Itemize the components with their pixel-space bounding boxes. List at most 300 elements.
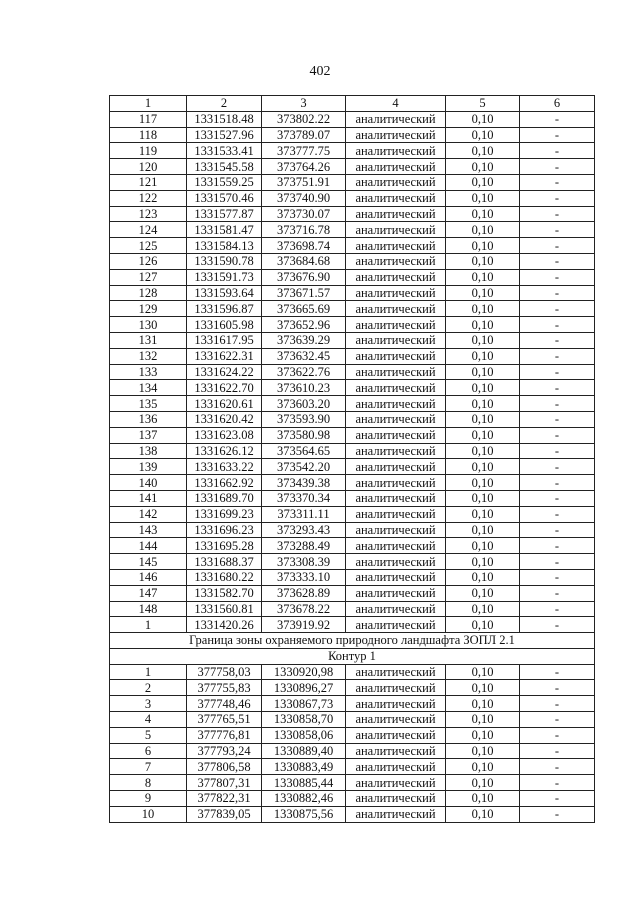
table-row <box>110 269 595 285</box>
method-cell: аналитический <box>346 475 446 491</box>
point-number-cell: 135 <box>110 396 187 412</box>
point-number-cell: 4 <box>110 712 187 728</box>
accuracy-cell: 0,10 <box>446 301 520 317</box>
accuracy-cell: 0,10 <box>446 253 520 269</box>
table-row <box>110 727 595 743</box>
note-cell: - <box>520 348 595 364</box>
note-cell: - <box>520 680 595 696</box>
accuracy-cell: 0,10 <box>446 364 520 380</box>
coord-y-cell: 373684.68 <box>262 253 346 269</box>
coord-x-cell: 1331584.13 <box>187 238 262 254</box>
coord-y-cell: 373288.49 <box>262 538 346 554</box>
page-number: 402 <box>309 64 331 79</box>
method-cell: аналитический <box>346 127 446 143</box>
accuracy-cell: 0,10 <box>446 206 520 222</box>
note-cell: - <box>520 490 595 506</box>
note-cell: - <box>520 475 595 491</box>
coord-x-cell: 377793,24 <box>187 743 262 759</box>
note-cell: - <box>520 396 595 412</box>
accuracy-cell: 0,10 <box>446 396 520 412</box>
table-row <box>110 791 595 807</box>
point-number-cell: 141 <box>110 490 187 506</box>
accuracy-cell: 0,10 <box>446 269 520 285</box>
note-cell: - <box>520 696 595 712</box>
accuracy-cell: 0,10 <box>446 427 520 443</box>
note-cell: - <box>520 332 595 348</box>
note-cell: - <box>520 743 595 759</box>
point-number-cell: 118 <box>110 127 187 143</box>
coord-x-cell: 1331591.73 <box>187 269 262 285</box>
coord-x-cell: 1331623.08 <box>187 427 262 443</box>
coordinates-table-body <box>110 96 595 823</box>
table-row <box>110 759 595 775</box>
coord-x-cell: 1331545.58 <box>187 159 262 175</box>
coord-x-cell: 1331696.23 <box>187 522 262 538</box>
point-number-cell: 134 <box>110 380 187 396</box>
point-number-cell: 125 <box>110 238 187 254</box>
accuracy-cell: 0,10 <box>446 317 520 333</box>
method-cell: аналитический <box>346 159 446 175</box>
coord-y-cell: 1330883,49 <box>262 759 346 775</box>
coord-y-cell: 373777.75 <box>262 143 346 159</box>
note-cell: - <box>520 712 595 728</box>
table-row <box>110 506 595 522</box>
note-cell: - <box>520 269 595 285</box>
table-row <box>110 680 595 696</box>
table-row <box>110 285 595 301</box>
column-header: 5 <box>446 96 520 112</box>
column-header: 3 <box>262 96 346 112</box>
accuracy-cell: 0,10 <box>446 143 520 159</box>
accuracy-cell: 0,10 <box>446 380 520 396</box>
coord-x-cell: 1331559.25 <box>187 174 262 190</box>
accuracy-cell: 0,10 <box>446 601 520 617</box>
table-row <box>110 364 595 380</box>
table-row <box>110 664 595 680</box>
coord-x-cell: 1331527.96 <box>187 127 262 143</box>
point-number-cell: 1 <box>110 617 187 633</box>
point-number-cell: 119 <box>110 143 187 159</box>
coord-y-cell: 373603.20 <box>262 396 346 412</box>
note-cell: - <box>520 459 595 475</box>
accuracy-cell: 0,10 <box>446 727 520 743</box>
coord-x-cell: 1331590.78 <box>187 253 262 269</box>
coord-y-cell: 373802.22 <box>262 111 346 127</box>
coord-x-cell: 1331633.22 <box>187 459 262 475</box>
coord-x-cell: 377839,05 <box>187 806 262 822</box>
note-cell: - <box>520 380 595 396</box>
accuracy-cell: 0,10 <box>446 743 520 759</box>
coord-y-cell: 373639.29 <box>262 332 346 348</box>
note-cell: - <box>520 253 595 269</box>
coord-x-cell: 1331533.41 <box>187 143 262 159</box>
table-row <box>110 190 595 206</box>
table-row <box>110 332 595 348</box>
note-cell: - <box>520 159 595 175</box>
point-number-cell: 1 <box>110 664 187 680</box>
accuracy-cell: 0,10 <box>446 348 520 364</box>
note-cell: - <box>520 585 595 601</box>
note-cell: - <box>520 775 595 791</box>
point-number-cell: 124 <box>110 222 187 238</box>
coord-y-cell: 373671.57 <box>262 285 346 301</box>
method-cell: аналитический <box>346 490 446 506</box>
coord-y-cell: 1330867,73 <box>262 696 346 712</box>
method-cell: аналитический <box>346 585 446 601</box>
method-cell: аналитический <box>346 411 446 427</box>
accuracy-cell: 0,10 <box>446 585 520 601</box>
note-cell: - <box>520 806 595 822</box>
table-row <box>110 554 595 570</box>
method-cell: аналитический <box>346 348 446 364</box>
coord-y-cell: 373919.92 <box>262 617 346 633</box>
accuracy-cell: 0,10 <box>446 443 520 459</box>
point-number-cell: 142 <box>110 506 187 522</box>
coord-y-cell: 373610.23 <box>262 380 346 396</box>
accuracy-cell: 0,10 <box>446 538 520 554</box>
coord-x-cell: 1331695.28 <box>187 538 262 554</box>
header-row <box>110 96 595 112</box>
method-cell: аналитический <box>346 253 446 269</box>
table-row <box>110 206 595 222</box>
method-cell: аналитический <box>346 301 446 317</box>
method-cell: аналитический <box>346 664 446 680</box>
contour-title: Контур 1 <box>110 648 595 664</box>
note-cell: - <box>520 111 595 127</box>
accuracy-cell: 0,10 <box>446 174 520 190</box>
coord-x-cell: 1331624.22 <box>187 364 262 380</box>
method-cell: аналитический <box>346 143 446 159</box>
point-number-cell: 122 <box>110 190 187 206</box>
table-row <box>110 127 595 143</box>
coord-y-cell: 1330920,98 <box>262 664 346 680</box>
method-cell: аналитический <box>346 459 446 475</box>
accuracy-cell: 0,10 <box>446 159 520 175</box>
note-cell: - <box>520 190 595 206</box>
coord-y-cell: 1330896,27 <box>262 680 346 696</box>
coord-y-cell: 373293.43 <box>262 522 346 538</box>
coord-y-cell: 373632.45 <box>262 348 346 364</box>
method-cell: аналитический <box>346 427 446 443</box>
coord-y-cell: 373622.76 <box>262 364 346 380</box>
coord-y-cell: 373698.74 <box>262 238 346 254</box>
note-cell: - <box>520 506 595 522</box>
coord-x-cell: 1331581.47 <box>187 222 262 238</box>
note-cell: - <box>520 285 595 301</box>
table-row <box>110 238 595 254</box>
point-number-cell: 132 <box>110 348 187 364</box>
note-cell: - <box>520 427 595 443</box>
method-cell: аналитический <box>346 775 446 791</box>
accuracy-cell: 0,10 <box>446 490 520 506</box>
table-row <box>110 427 595 443</box>
coord-x-cell: 1331688.37 <box>187 554 262 570</box>
coord-x-cell: 1331593.64 <box>187 285 262 301</box>
column-header: 1 <box>110 96 187 112</box>
accuracy-cell: 0,10 <box>446 111 520 127</box>
note-cell: - <box>520 317 595 333</box>
zone-title-row <box>110 633 595 649</box>
table-row <box>110 585 595 601</box>
accuracy-cell: 0,10 <box>446 190 520 206</box>
coord-y-cell: 373439.38 <box>262 475 346 491</box>
coord-x-cell: 377807,31 <box>187 775 262 791</box>
note-cell: - <box>520 617 595 633</box>
point-number-cell: 128 <box>110 285 187 301</box>
accuracy-cell: 0,10 <box>446 332 520 348</box>
note-cell: - <box>520 127 595 143</box>
method-cell: аналитический <box>346 111 446 127</box>
table-row <box>110 712 595 728</box>
table-row <box>110 253 595 269</box>
point-number-cell: 144 <box>110 538 187 554</box>
accuracy-cell: 0,10 <box>446 554 520 570</box>
table-row <box>110 490 595 506</box>
coord-y-cell: 373678.22 <box>262 601 346 617</box>
note-cell: - <box>520 664 595 680</box>
coord-x-cell: 377755,83 <box>187 680 262 696</box>
coord-x-cell: 1331620.42 <box>187 411 262 427</box>
coord-y-cell: 1330858,70 <box>262 712 346 728</box>
method-cell: аналитический <box>346 680 446 696</box>
table-row <box>110 111 595 127</box>
coord-y-cell: 373370.34 <box>262 490 346 506</box>
point-number-cell: 9 <box>110 791 187 807</box>
point-number-cell: 145 <box>110 554 187 570</box>
table-row <box>110 775 595 791</box>
method-cell: аналитический <box>346 222 446 238</box>
coord-x-cell: 1331605.98 <box>187 317 262 333</box>
point-number-cell: 136 <box>110 411 187 427</box>
point-number-cell: 126 <box>110 253 187 269</box>
coord-x-cell: 377806,58 <box>187 759 262 775</box>
method-cell: аналитический <box>346 174 446 190</box>
coord-y-cell: 373593.90 <box>262 411 346 427</box>
point-number-cell: 10 <box>110 806 187 822</box>
coord-y-cell: 373333.10 <box>262 569 346 585</box>
method-cell: аналитический <box>346 269 446 285</box>
accuracy-cell: 0,10 <box>446 222 520 238</box>
table-row <box>110 301 595 317</box>
point-number-cell: 2 <box>110 680 187 696</box>
coord-y-cell: 1330858,06 <box>262 727 346 743</box>
coord-y-cell: 373652.96 <box>262 317 346 333</box>
note-cell: - <box>520 791 595 807</box>
table-row <box>110 396 595 412</box>
coord-x-cell: 1331518.48 <box>187 111 262 127</box>
coord-x-cell: 1331577.87 <box>187 206 262 222</box>
point-number-cell: 133 <box>110 364 187 380</box>
method-cell: аналитический <box>346 696 446 712</box>
accuracy-cell: 0,10 <box>446 506 520 522</box>
coord-y-cell: 1330885,44 <box>262 775 346 791</box>
coord-y-cell: 373730.07 <box>262 206 346 222</box>
table-row <box>110 443 595 459</box>
table-row <box>110 174 595 190</box>
point-number-cell: 3 <box>110 696 187 712</box>
coord-y-cell: 373789.07 <box>262 127 346 143</box>
coord-y-cell: 373716.78 <box>262 222 346 238</box>
coord-x-cell: 1331617.95 <box>187 332 262 348</box>
table-row <box>110 475 595 491</box>
point-number-cell: 5 <box>110 727 187 743</box>
accuracy-cell: 0,10 <box>446 759 520 775</box>
point-number-cell: 148 <box>110 601 187 617</box>
point-number-cell: 137 <box>110 427 187 443</box>
coord-y-cell: 373580.98 <box>262 427 346 443</box>
accuracy-cell: 0,10 <box>446 127 520 143</box>
method-cell: аналитический <box>346 364 446 380</box>
coord-x-cell: 377776,81 <box>187 727 262 743</box>
table-row <box>110 317 595 333</box>
note-cell: - <box>520 727 595 743</box>
point-number-cell: 130 <box>110 317 187 333</box>
point-number-cell: 146 <box>110 569 187 585</box>
point-number-cell: 138 <box>110 443 187 459</box>
coord-x-cell: 1331570.46 <box>187 190 262 206</box>
table-row <box>110 411 595 427</box>
accuracy-cell: 0,10 <box>446 806 520 822</box>
note-cell: - <box>520 569 595 585</box>
coord-y-cell: 373542.20 <box>262 459 346 475</box>
table-row <box>110 538 595 554</box>
note-cell: - <box>520 554 595 570</box>
method-cell: аналитический <box>346 506 446 522</box>
method-cell: аналитический <box>346 443 446 459</box>
accuracy-cell: 0,10 <box>446 680 520 696</box>
column-header: 6 <box>520 96 595 112</box>
coord-x-cell: 1331560.81 <box>187 601 262 617</box>
point-number-cell: 147 <box>110 585 187 601</box>
method-cell: аналитический <box>346 317 446 333</box>
point-number-cell: 8 <box>110 775 187 791</box>
point-number-cell: 121 <box>110 174 187 190</box>
coord-x-cell: 1331582.70 <box>187 585 262 601</box>
note-cell: - <box>520 206 595 222</box>
point-number-cell: 120 <box>110 159 187 175</box>
table-row <box>110 601 595 617</box>
note-cell: - <box>520 538 595 554</box>
note-cell: - <box>520 443 595 459</box>
accuracy-cell: 0,10 <box>446 285 520 301</box>
note-cell: - <box>520 522 595 538</box>
accuracy-cell: 0,10 <box>446 475 520 491</box>
table-row <box>110 806 595 822</box>
note-cell: - <box>520 411 595 427</box>
coord-y-cell: 373676.90 <box>262 269 346 285</box>
point-number-cell: 129 <box>110 301 187 317</box>
accuracy-cell: 0,10 <box>446 791 520 807</box>
coord-y-cell: 373308.39 <box>262 554 346 570</box>
method-cell: аналитический <box>346 727 446 743</box>
coord-y-cell: 373740.90 <box>262 190 346 206</box>
note-cell: - <box>520 174 595 190</box>
accuracy-cell: 0,10 <box>446 775 520 791</box>
coord-y-cell: 373665.69 <box>262 301 346 317</box>
point-number-cell: 143 <box>110 522 187 538</box>
method-cell: аналитический <box>346 791 446 807</box>
coord-x-cell: 1331626.12 <box>187 443 262 459</box>
table-row <box>110 696 595 712</box>
accuracy-cell: 0,10 <box>446 696 520 712</box>
point-number-cell: 131 <box>110 332 187 348</box>
point-number-cell: 127 <box>110 269 187 285</box>
point-number-cell: 6 <box>110 743 187 759</box>
coord-y-cell: 1330875,56 <box>262 806 346 822</box>
accuracy-cell: 0,10 <box>446 617 520 633</box>
coord-y-cell: 373764.26 <box>262 159 346 175</box>
table-row <box>110 522 595 538</box>
coordinates-table <box>109 95 595 823</box>
table-row <box>110 143 595 159</box>
coord-y-cell: 373311.11 <box>262 506 346 522</box>
coord-y-cell: 373564.65 <box>262 443 346 459</box>
method-cell: аналитический <box>346 617 446 633</box>
column-header: 4 <box>346 96 446 112</box>
coord-x-cell: 377822,31 <box>187 791 262 807</box>
coord-x-cell: 377765,51 <box>187 712 262 728</box>
note-cell: - <box>520 238 595 254</box>
method-cell: аналитический <box>346 759 446 775</box>
point-number-cell: 117 <box>110 111 187 127</box>
coord-x-cell: 1331680.22 <box>187 569 262 585</box>
table-row <box>110 459 595 475</box>
point-number-cell: 140 <box>110 475 187 491</box>
method-cell: аналитический <box>346 238 446 254</box>
accuracy-cell: 0,10 <box>446 522 520 538</box>
coord-y-cell: 1330882,46 <box>262 791 346 807</box>
coord-x-cell: 377758,03 <box>187 664 262 680</box>
zone-title: Граница зоны охраняемого природного ландшафта ЗОПЛ 2.1 <box>110 633 595 649</box>
table-row <box>110 743 595 759</box>
point-number-cell: 123 <box>110 206 187 222</box>
contour-title-row <box>110 648 595 664</box>
method-cell: аналитический <box>346 332 446 348</box>
coord-y-cell: 373751.91 <box>262 174 346 190</box>
coord-x-cell: 1331622.70 <box>187 380 262 396</box>
method-cell: аналитический <box>346 569 446 585</box>
coord-x-cell: 1331420.26 <box>187 617 262 633</box>
method-cell: аналитический <box>346 601 446 617</box>
accuracy-cell: 0,10 <box>446 411 520 427</box>
method-cell: аналитический <box>346 285 446 301</box>
note-cell: - <box>520 222 595 238</box>
table-row <box>110 222 595 238</box>
coord-x-cell: 1331622.31 <box>187 348 262 364</box>
point-number-cell: 7 <box>110 759 187 775</box>
accuracy-cell: 0,10 <box>446 238 520 254</box>
table-row <box>110 159 595 175</box>
note-cell: - <box>520 364 595 380</box>
coord-x-cell: 377748,46 <box>187 696 262 712</box>
method-cell: аналитический <box>346 190 446 206</box>
method-cell: аналитический <box>346 712 446 728</box>
accuracy-cell: 0,10 <box>446 459 520 475</box>
table-row <box>110 348 595 364</box>
coord-x-cell: 1331689.70 <box>187 490 262 506</box>
accuracy-cell: 0,10 <box>446 712 520 728</box>
table-row <box>110 569 595 585</box>
coord-x-cell: 1331699.23 <box>187 506 262 522</box>
coord-y-cell: 373628.89 <box>262 585 346 601</box>
method-cell: аналитический <box>346 806 446 822</box>
coord-x-cell: 1331662.92 <box>187 475 262 491</box>
table-row <box>110 617 595 633</box>
note-cell: - <box>520 759 595 775</box>
coord-x-cell: 1331596.87 <box>187 301 262 317</box>
note-cell: - <box>520 143 595 159</box>
method-cell: аналитический <box>346 522 446 538</box>
